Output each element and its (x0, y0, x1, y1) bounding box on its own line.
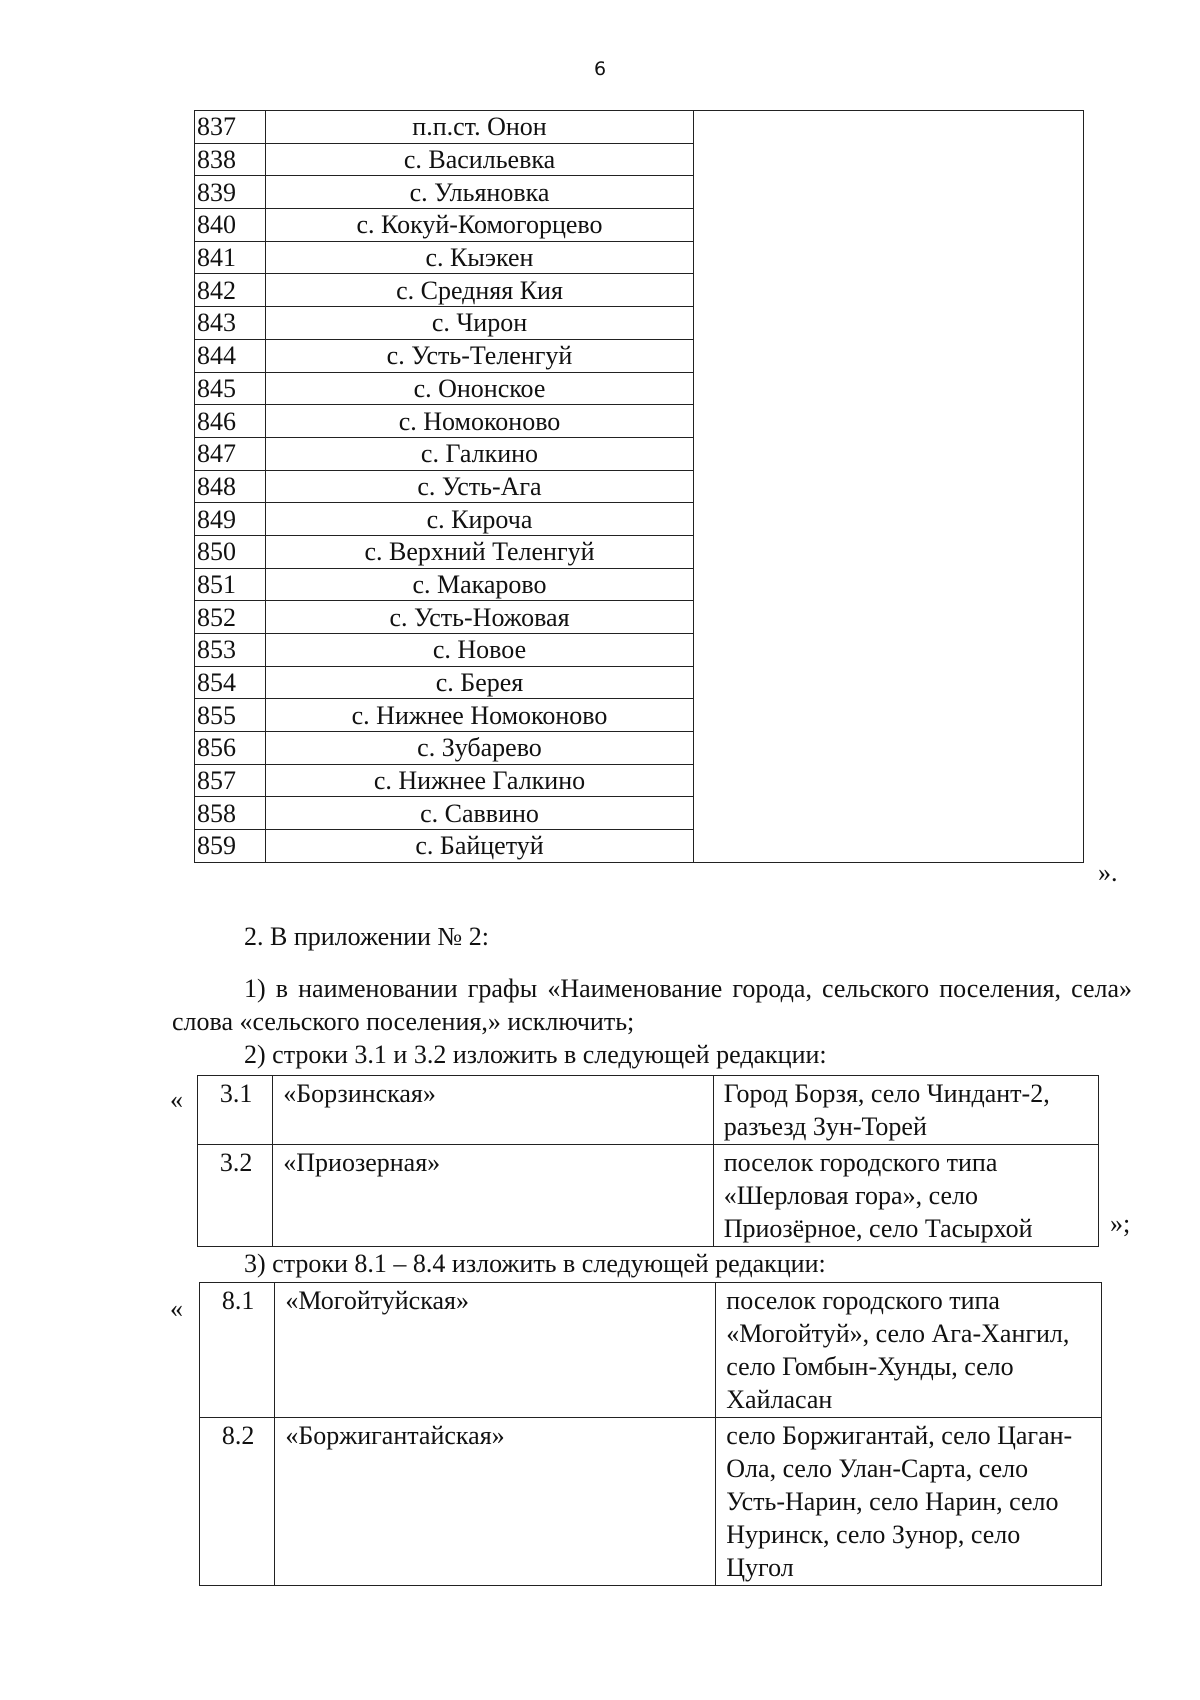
row-number: 855 (195, 699, 266, 732)
opening-quote: « (170, 1085, 183, 1114)
row-number: 849 (195, 503, 266, 536)
row-number: 851 (195, 568, 266, 601)
row-number: 843 (195, 307, 266, 340)
district-name: «Могойтуйская» (275, 1283, 716, 1418)
paragraph-item-2: 2) строки 3.1 и 3.2 изложить в следующей редакции: (244, 1040, 827, 1069)
settlements-list: Город Борзя, село Чиндант-2, разъезд Зун-Торей (713, 1076, 1098, 1145)
settlements-list: поселок городского типа «Шерловая гора», село Приозёрное, село Тасырхой (713, 1145, 1098, 1247)
settlement-name: с. Усть-Теленгуй (265, 339, 693, 372)
row-number: 8.1 (200, 1283, 275, 1418)
closing-quote: ». (1098, 858, 1118, 887)
settlement-name: с. Усть-Ножовая (265, 601, 693, 634)
row-number: 841 (195, 241, 266, 274)
row-number: 8.2 (200, 1418, 275, 1586)
settlement-name: с. Ононское (265, 372, 693, 405)
settlement-name: с. Нижнее Галкино (265, 764, 693, 797)
district-name: «Приозерная» (273, 1145, 713, 1247)
table-row (200, 1418, 1102, 1586)
settlement-name: с. Кыэкен (265, 241, 693, 274)
settlement-name: с. Чирон (265, 307, 693, 340)
row-number: 845 (195, 372, 266, 405)
districts-table-2 (197, 1075, 1099, 1247)
settlement-name: с. Номоконово (265, 405, 693, 438)
settlement-name: с. Васильевка (265, 143, 693, 176)
settlement-name: с. Новое (265, 634, 693, 667)
settlement-name: с. Нижнее Номоконово (265, 699, 693, 732)
row-number: 856 (195, 732, 266, 765)
table-row (198, 1076, 1099, 1145)
settlement-name: с. Усть-Ага (265, 470, 693, 503)
settlement-name: с. Галкино (265, 437, 693, 470)
section-heading: 2. В приложении № 2: (244, 922, 489, 951)
settlement-name: с. Кироча (265, 503, 693, 536)
row-number: 846 (195, 405, 266, 438)
table-row (198, 1145, 1099, 1247)
table-row (200, 1283, 1102, 1418)
row-number: 840 (195, 209, 266, 242)
row-number: 858 (195, 797, 266, 830)
row-number: 850 (195, 535, 266, 568)
settlement-name: с. Кокуй-Комогорцево (265, 209, 693, 242)
district-name: «Борзинская» (273, 1076, 713, 1145)
settlement-name: п.п.ст. Онон (265, 111, 693, 144)
settlements-list: село Боржигантай, село Цаган-Ола, село Улан-Сарта, село Усть-Нарин, село Нарин, село Нуринск, село Зунор, село Цугол (716, 1418, 1102, 1586)
paragraph-item-1: 1) в наименовании графы «Наименование города, сельского поселения, села» слова «сельского поселения,» исключить; (172, 974, 1132, 1036)
settlement-name: с. Ульяновка (265, 176, 693, 209)
settlement-name: с. Средняя Кия (265, 274, 693, 307)
district-name: «Боржигантайская» (275, 1418, 716, 1586)
settlement-name: с. Байцетуй (265, 830, 693, 863)
row-number: 848 (195, 470, 266, 503)
empty-cell (694, 111, 1084, 863)
row-number: 852 (195, 601, 266, 634)
row-number: 838 (195, 143, 266, 176)
opening-quote: « (170, 1294, 183, 1323)
table-row (195, 111, 1084, 144)
row-number: 3.2 (198, 1145, 273, 1247)
row-number: 854 (195, 666, 266, 699)
row-number: 3.1 (198, 1076, 273, 1145)
row-number: 837 (195, 111, 266, 144)
row-number: 857 (195, 764, 266, 797)
row-number: 844 (195, 339, 266, 372)
settlement-name: с. Макарово (265, 568, 693, 601)
settlement-name: с. Саввино (265, 797, 693, 830)
settlements-list: поселок городского типа «Могойтуй», село Ага-Хангил, село Гомбын-Хунды, село Хайласан (716, 1283, 1102, 1418)
districts-table-3 (199, 1282, 1102, 1586)
page-number: 6 (593, 58, 607, 80)
settlement-name: с. Зубарево (265, 732, 693, 765)
row-number: 842 (195, 274, 266, 307)
settlements-table-1 (194, 110, 1084, 863)
row-number: 859 (195, 830, 266, 863)
settlement-name: с. Верхний Теленгуй (265, 535, 693, 568)
settlement-name: с. Берея (265, 666, 693, 699)
row-number: 847 (195, 437, 266, 470)
row-number: 839 (195, 176, 266, 209)
row-number: 853 (195, 634, 266, 667)
closing-quote: »; (1110, 1209, 1131, 1238)
paragraph-item-3: 3) строки 8.1 – 8.4 изложить в следующей редакции: (244, 1249, 826, 1278)
